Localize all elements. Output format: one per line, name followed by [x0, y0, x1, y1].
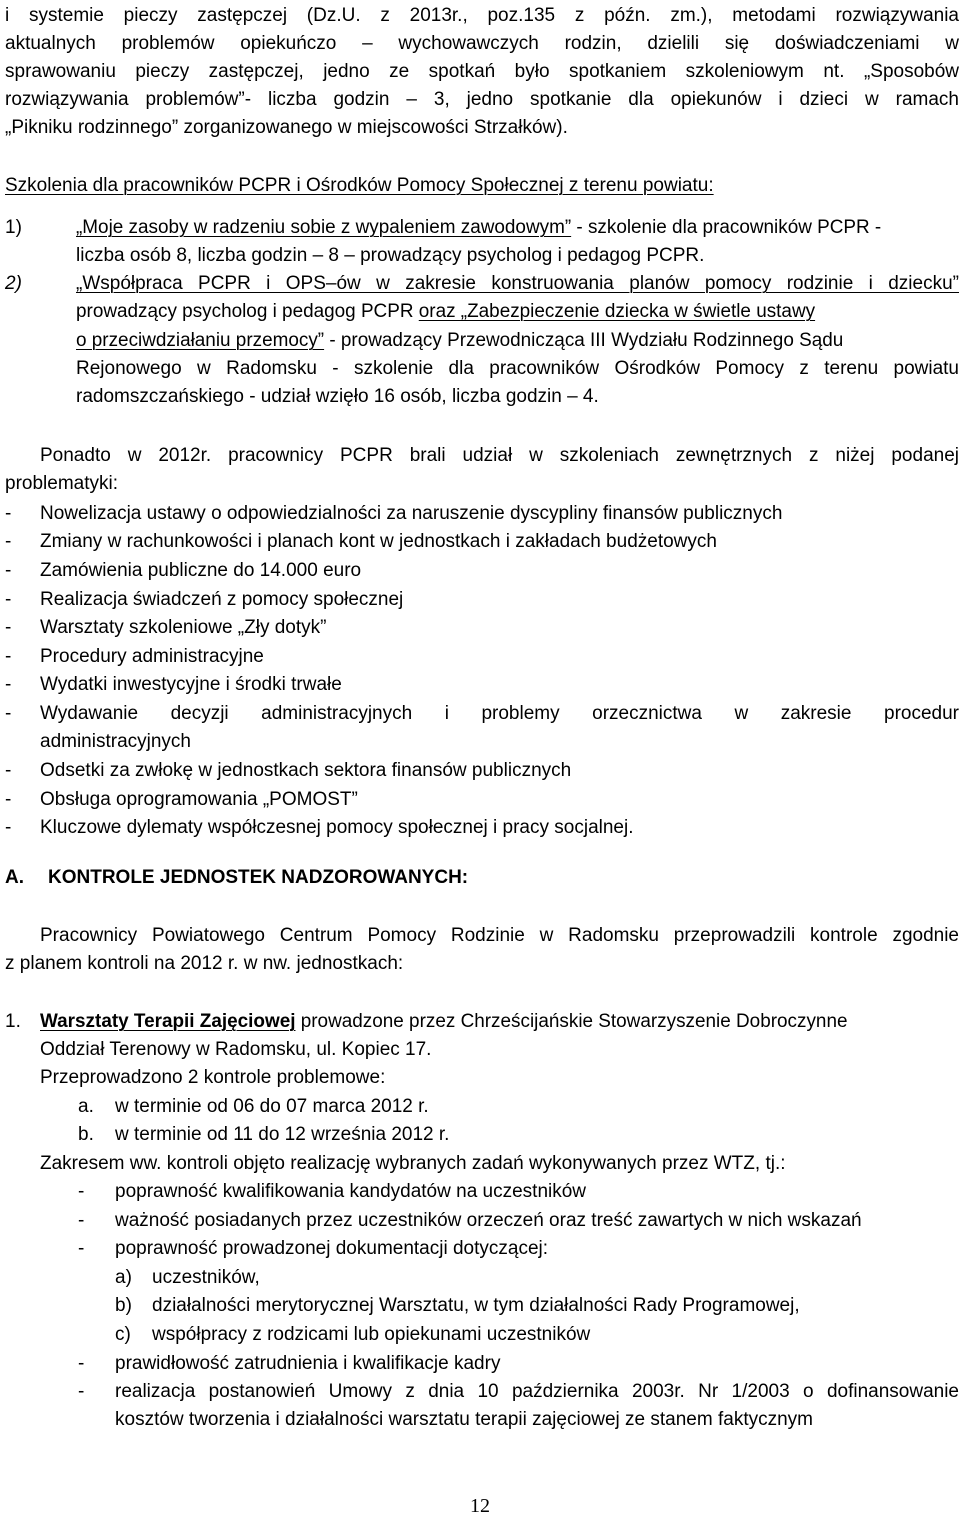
training-item-line	[76, 214, 955, 242]
training-item-line	[76, 298, 955, 326]
training-item-text: - prowadzący Przewodnicząca III Wydziału Rodzinnego Sądu	[324, 330, 844, 351]
external-item: Zmiany w rachunkowości i planach kont w jednostkach i zakładach budżetowych	[40, 531, 717, 552]
external-item-dash: -	[5, 817, 12, 838]
unit-text: prowadzone przez Chrześcijańskie Stowarzyszenie Dobroczynne	[295, 1011, 848, 1032]
training-item-line: liczba osób 8, liczba godzin – 8 – prowadzący psycholog i pedagog PCPR.	[76, 245, 705, 266]
external-item-dash: -	[5, 617, 12, 638]
section-paragraph-line: z planem kontroli na 2012 r. w nw. jednostkach:	[5, 953, 404, 974]
control-label: b.	[78, 1124, 94, 1145]
scope-dash: -	[78, 1181, 85, 1202]
external-item: administracyjnych	[40, 731, 191, 752]
external-item-dash: -	[5, 531, 12, 552]
section-paragraph-line: Pracownicy Powiatowego Centrum Pomocy Rodzinie w Radomsku przeprowadzili kontrole zgodnie	[40, 925, 959, 946]
external-item-dash: -	[5, 503, 12, 524]
training-item-line: radomszczańskiego - udział wzięło 16 osób, liczba godzin – 4.	[76, 386, 599, 407]
external-item-dash: -	[5, 760, 12, 781]
external-item: Procedury administracyjne	[40, 646, 264, 667]
external-item: Realizacja świadczeń z pomocy społecznej	[40, 589, 404, 610]
scope-sub-label: a)	[115, 1267, 132, 1288]
scope-dash: -	[78, 1353, 85, 1374]
training-item-title: oraz „Zabezpieczenie dziecka w świetle ustawy	[418, 301, 816, 322]
external-item-dash: -	[5, 560, 12, 581]
section-title: KONTROLE JEDNOSTEK NADZOROWANYCH:	[48, 867, 469, 888]
intro-line: aktualnych problemów opiekuńczo – wychowawczych rodzin, dzielili się doświadczeniami w	[5, 33, 959, 54]
section-letter: A.	[5, 867, 24, 888]
control-date: w terminie od 11 do 12 września 2012 r.	[115, 1124, 450, 1145]
scope-sub-item: współpracy z rodzicami lub opiekunami uczestników	[152, 1324, 591, 1345]
scope-item: realizacja postanowień Umowy z dnia 10 października 2003r. Nr 1/2003 o dofinansowanie	[115, 1381, 959, 1402]
external-item-dash: -	[5, 589, 12, 610]
unit-line: Przeprowadzono 2 kontrole problemowe:	[40, 1067, 386, 1088]
training-item-title: o przeciwdziałaniu przemocy”	[76, 330, 325, 351]
scope-sub-item: uczestników,	[152, 1267, 260, 1288]
external-item: Wydatki inwestycyjne i środki trwałe	[40, 674, 342, 695]
page-number: 12	[470, 1495, 490, 1517]
external-item: Wydawanie decyzji administracyjnych i problemy orzecznictwa w zakresie procedur	[40, 703, 959, 724]
intro-line: sprawowaniu pieczy zastępczej, jedno ze spotkań było spotkaniem szkoleniowym nt. „Sposobów	[5, 61, 959, 82]
external-item-dash: -	[5, 789, 12, 810]
scope-item: poprawność prowadzonej dokumentacji dotyczącej:	[115, 1238, 549, 1259]
external-item: Zamówienia publiczne do 14.000 euro	[40, 560, 362, 581]
external-item: Nowelizacja ustawy o odpowiedzialności za naruszenie dyscypliny finansów publicznych	[40, 503, 783, 524]
unit-line	[40, 1008, 955, 1036]
training-heading: Szkolenia dla pracowników PCPR i Ośrodków Pomocy Społecznej z terenu powiatu:	[5, 175, 714, 196]
scope-dash: -	[78, 1210, 85, 1231]
scope-item: prawidłowość zatrudnienia i kwalifikacje kadry	[115, 1353, 501, 1374]
external-item: Odsetki za zwłokę w jednostkach sektora finansów publicznych	[40, 760, 572, 781]
training-item-text: prowadzący psycholog i pedagog PCPR	[76, 301, 419, 322]
training-item-line: Rejonowego w Radomsku - szkolenie dla pracowników Ośrodków Pomocy z terenu powiatu	[76, 358, 959, 379]
scope-dash: -	[78, 1381, 85, 1402]
scope-item: ważność posiadanych przez uczestników orzeczeń oraz treść zawartych w nich wskazań	[115, 1210, 862, 1231]
external-item-dash: -	[5, 674, 12, 695]
external-item-dash: -	[5, 703, 12, 724]
intro-line: i systemie pieczy zastępczej (Dz.U. z 2013r., poz.135 z późn. zm.), metodami rozwiązywania	[5, 5, 959, 26]
scope-sub-label: b)	[115, 1295, 132, 1316]
control-date: w terminie od 06 do 07 marca 2012 r.	[115, 1096, 429, 1117]
scope-dash: -	[78, 1238, 85, 1259]
unit-title: Warsztaty Terapii Zajęciowej	[40, 1011, 296, 1032]
external-intro-line: Ponadto w 2012r. pracownicy PCPR brali udział w szkoleniach zewnętrznych z niżej podanej	[40, 445, 959, 466]
scope-line: Zakresem ww. kontroli objęto realizację wybranych zadań wykonywanych przez WTZ, tj.:	[40, 1153, 786, 1174]
external-item: Warsztaty szkoleniowe „Zły dotyk”	[40, 617, 327, 638]
intro-line: „Pikniku rodzinnego” zorganizowanego w miejscowości Strzałków).	[5, 117, 568, 138]
training-item-number: 1)	[5, 217, 22, 238]
unit-line: Oddział Terenowy w Radomsku, ul. Kopiec 17.	[40, 1039, 432, 1060]
unit-number: 1.	[5, 1011, 21, 1032]
control-label: a.	[78, 1096, 94, 1117]
training-item-number: 2)	[5, 273, 22, 294]
intro-line: rozwiązywania problemów”- liczba godzin – 3, jedno spotkanie dla opiekunów i dzieci w ramach	[5, 89, 959, 110]
training-item-title: „Moje zasoby w radzeniu sobie z wypaleniem zawodowym”	[76, 217, 572, 238]
external-intro-line: problematyki:	[5, 473, 118, 494]
scope-sub-label: c)	[115, 1324, 131, 1345]
external-item: Kluczowe dylematy współczesnej pomocy społecznej i pracy socjalnej.	[40, 817, 634, 838]
scope-item: poprawność kwalifikowania kandydatów na uczestników	[115, 1181, 587, 1202]
external-item: Obsługa oprogramowania „POMOST”	[40, 789, 358, 810]
training-item-line	[76, 327, 955, 355]
scope-item: kosztów tworzenia i działalności warsztatu terapii zajęciowej ze stanem faktycznym	[115, 1409, 813, 1430]
training-item-text: - szkolenie dla pracowników PCPR -	[571, 217, 882, 238]
external-item-dash: -	[5, 646, 12, 667]
training-item-title: „Współpraca PCPR i OPS–ów w zakresie konstruowania planów pomocy rodzinie i dziecku”	[76, 273, 959, 294]
scope-sub-item: działalności merytorycznej Warsztatu, w tym działalności Rady Programowej,	[152, 1295, 800, 1316]
